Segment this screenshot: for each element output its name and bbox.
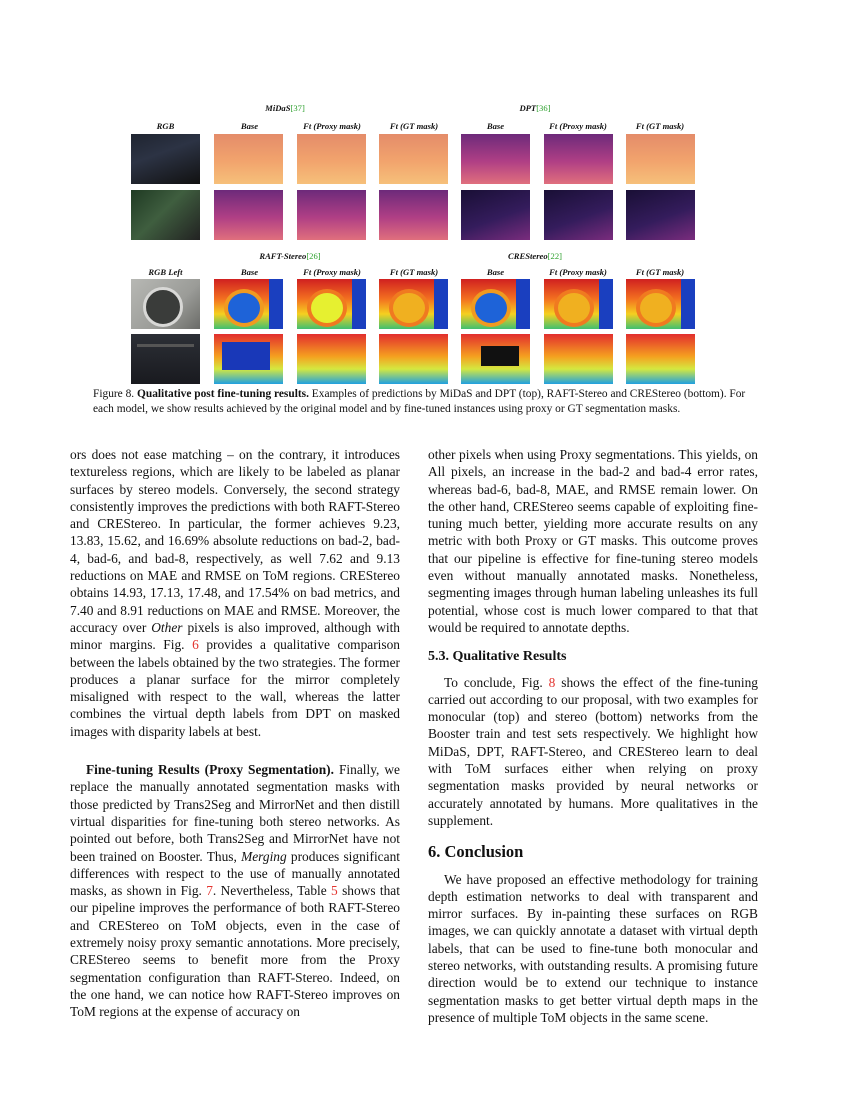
fig-6-link[interactable]: 6: [192, 637, 199, 653]
image-dpt-base-1: [461, 134, 530, 184]
image-dpt-base-2: [461, 190, 530, 240]
image-dpt-ft-proxy-2: [544, 190, 613, 240]
group-title-midas: MiDaS[37]: [265, 103, 305, 113]
image-cre-ft-gt-1: [626, 279, 695, 329]
col-header-cre-base: Base: [486, 267, 505, 277]
col-header-dpt-ft-proxy: Ft (Proxy mask): [549, 121, 607, 131]
image-midas-ft-gt-1: [379, 134, 448, 184]
image-raft-base-1: [214, 279, 283, 329]
image-midas-ft-proxy-1: [297, 134, 366, 184]
paragraph-stereo-results: ors does not ease matching – on the contrary, it introduces textureless regions, which are likely to be labeled as planar surfaces by stereo models. Conversely, the second strategy consistently improves the predictions with both RAFT-Stereo and CREStereo. In particular, the former achieves 9.23, 13.83, 15.62, and 16.69% absolute reductions on bad-2, bad-4, bad-6, and bad-8, respectively, as well 7.62 and 9.13 reductions on MAE and RMSE on ToM regions. CREStereo obtains 14.93, 17.13, 17.48, and 17.54% on bad metrics, and 7.40 and 8.91 reductions on MAE and RMSE. Moreover, the accuracy over Other pixels is also improved, although with minor margins. Fig. 6 provides a qualitative comparison between the labels obtained by the two strategies. The former produces a planar surface for the mirror completely misaligned with respect to the wall, whereas the latter combines the virtual depth labels from DPT on masked images with disparity labels at best.: [70, 447, 400, 739]
fig-7-link[interactable]: 7: [206, 883, 213, 899]
paragraph-qualitative: To conclude, Fig. 8 shows the effect of the fine-tuning carried out according to our proposal, with two examples for monocular (top) and stereo (bottom) networks from the Booster train and test sets respectively. We highlight how MiDaS, DPT, RAFT-Stereo, and CREStereo learn to deal with ToM surfaces either when relying on proxy segmentation masks provided by neural networks or accurately annotated by humans. More qualitatives in the supplement.: [428, 674, 758, 828]
col-header-dpt-base: Base: [486, 121, 505, 131]
image-raft-base-2: [214, 334, 283, 384]
image-dpt-ft-gt-1: [626, 134, 695, 184]
col-header-raft-base: Base: [240, 267, 259, 277]
image-midas-ft-proxy-2: [297, 190, 366, 240]
left-column: [70, 446, 400, 1021]
col-header-midas-base: Base: [240, 121, 259, 131]
image-rgb-room: [131, 190, 200, 240]
col-header-raft-ft-gt: Ft (GT mask): [389, 267, 439, 277]
image-rgb-oven-left: [131, 334, 200, 384]
image-midas-ft-gt-2: [379, 190, 448, 240]
image-cre-ft-proxy-1: [544, 279, 613, 329]
heading-qualitative-results: 5.3. Qualitative Results: [428, 649, 567, 665]
image-dpt-ft-proxy-1: [544, 134, 613, 184]
right-column: [428, 446, 758, 1026]
image-raft-ft-gt-1: [379, 279, 448, 329]
col-header-cre-ft-gt: Ft (GT mask): [635, 267, 685, 277]
image-midas-base-2: [214, 190, 283, 240]
image-midas-base-1: [214, 134, 283, 184]
image-rgb-washing-machine: [131, 279, 200, 329]
col-header-rgb-left: RGB Left: [148, 267, 183, 277]
image-cre-ft-gt-2: [626, 334, 695, 384]
table-5-link[interactable]: 5: [331, 883, 338, 899]
image-cre-ft-proxy-2: [544, 334, 613, 384]
heading-conclusion: 6. Conclusion: [428, 842, 524, 862]
col-header-midas-ft-gt: Ft (GT mask): [389, 121, 439, 131]
col-header-raft-ft-proxy: Ft (Proxy mask): [303, 267, 361, 277]
figure-caption: Figure 8. Qualitative post fine-tuning results. Examples of predictions by MiDaS and DPT (top), RAFT-Stereo and CREStereo (bottom). For each model, we show results achieved by the original model and by fine-tuned instances using proxy or GT segmentation masks.: [93, 388, 746, 415]
image-raft-ft-proxy-1: [297, 279, 366, 329]
group-title-raft-stereo: RAFT-Stereo[26]: [259, 251, 321, 261]
image-raft-ft-gt-2: [379, 334, 448, 384]
paragraph-proxy-continued: other pixels when using Proxy segmentations. This yields, on All pixels, an increase in the bad-2 and bad-4 error rates, whereas bad-6, bad-8, MAE, and RMSE remain lower. On the other hand, CREStereo seems capable of exploiting fine-tuning much better, yielding more accurate results on any metric with both Proxy or GT masks. This outcome proves that our pipeline is effective for fine-tuning stereo models even without manually annotated masks. Nonetheless, segmenting images through human labeling unleashes its full potential, whose cost is much lower compared to that that would be required to annotate depths.: [428, 447, 758, 635]
paragraph-proxy-segmentation: Fine-tuning Results (Proxy Segmentation). Finally, we replace the manually annotated segmentation masks with those predicted by Trans2Seg and MirrorNet and then distill virtual disparities for fine-tuning both stereo networks. As pointed out before, both Trans2Seg and MirrorNet have not been trained on Booster. Thus, Merging produces significant differences with respect to the use of manually annotated masks, as shown in Fig. 7. Nevertheless, Table 5 shows that our pipeline improves the performance of both RAFT-Stereo and CREStereo on ToM objects, even in the case of extremely noisy proxy semantic annotations. More precisely, CREStereo seems to benefit more from the Proxy segmentation configuration than RAFT-Stereo. Indeed, on the one hand, we can notice how RAFT-Stereo improves on ToM regions at the expense of accuracy on: [70, 762, 400, 1020]
image-cre-base-1: [461, 279, 530, 329]
col-header-cre-ft-proxy: Ft (Proxy mask): [549, 267, 607, 277]
group-title-dpt: DPT[36]: [519, 103, 551, 113]
fig-8-link[interactable]: 8: [548, 674, 556, 690]
image-rgb-oven: [131, 134, 200, 184]
image-raft-ft-proxy-2: [297, 334, 366, 384]
group-title-crestereo: CREStereo[22]: [508, 251, 562, 261]
paragraph-conclusion: We have proposed an effective methodology for training depth estimation networks to deal with transparent and mirror surfaces. By in-painting these surfaces on RGB images, we can quickly annotate a dataset with virtual depth labels, that can be used to fine-tune both monocular and stereo networks, with outstanding results. A promising future direction would be to extend our technique to instance segmentation masks to get better virtual depth maps in the presence of multiple ToM objects in the same scene.: [428, 871, 758, 1025]
image-dpt-ft-gt-2: [626, 190, 695, 240]
col-header-dpt-ft-gt: Ft (GT mask): [635, 121, 685, 131]
col-header-rgb: RGB: [156, 121, 175, 131]
col-header-midas-ft-proxy: Ft (Proxy mask): [303, 121, 361, 131]
image-cre-base-2: [461, 334, 530, 384]
